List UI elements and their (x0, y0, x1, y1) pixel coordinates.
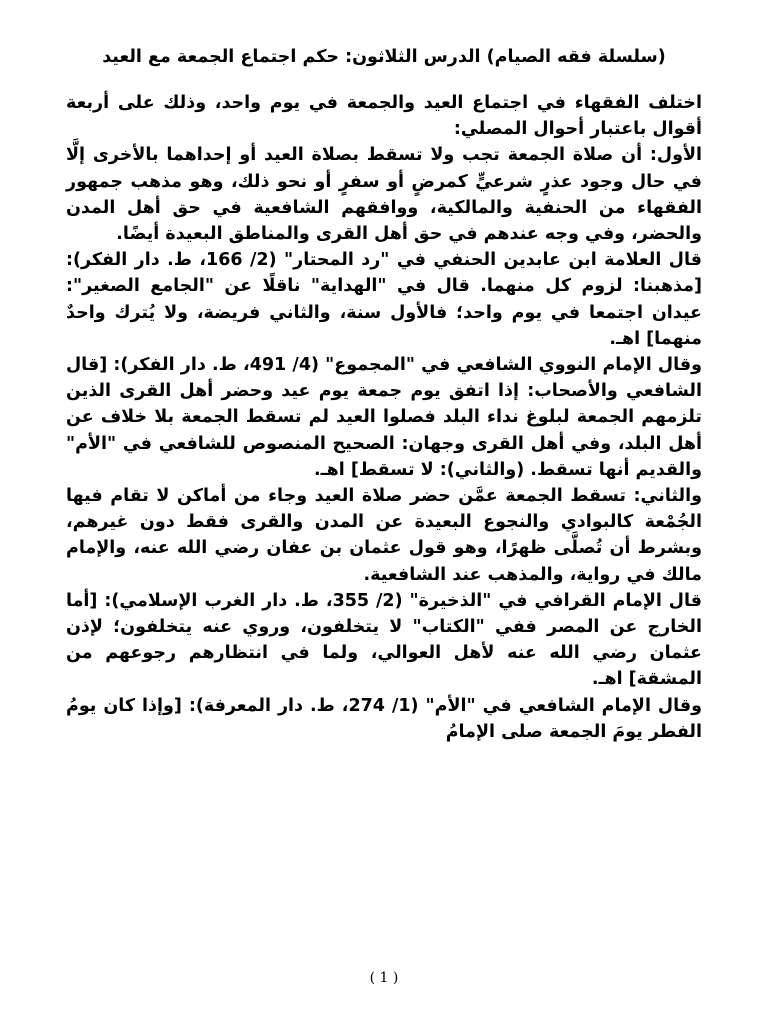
paragraph-qarafi-quote: قال الإمام القرافي في "الذخيرة" (2/ 355، ط. دار الغرب الإسلامي): [أما الخارج عن المصر ففي "الكتاب" لا يتخلفون، وروي عنه يتخلفون؛ لإذن عثمان رضي الله عنه لأهل العوالي، ولما في انتظارهم رجوعهم من المشقة] اهـ. (66, 590, 702, 690)
page-number: ( 1 ) (369, 970, 399, 986)
paragraph-ibn-abidin-quote: قال العلامة ابن عابدين الحنفي في "رد المحتار" (2/ 166، ط. دار الفكر): [مذهبنا: لزوم كل منهما. قال في "الهداية" ناقلًا عن "الجامع الصغير": عيدان اجتمعا في يوم واحد؛ فالأول سنة، والثاني فريضة، ولا يُترك واحدٌ منهما] اهـ. (66, 250, 703, 349)
paragraph-second-opinion: والثاني: تسقط الجمعة عمَّن حضر صلاة العيد وجاء من أماكن لا تقام فيها الجُمْعة كالبوادي والنجوع البعيدة عن المدن والقرى فقط دون غيرهم، وبشرط أن تُصلَّى ظهرًا، وهو قول عثمان بن عفان رضي الله عنه، والإمام مالك في رواية، والمذهب عند الشافعية. (66, 486, 702, 585)
paragraph-nawawi-quote: وقال الإمام النووي الشافعي في "المجموع" (4/ 491، ط. دار الفكر): [قال الشافعي والأصحاب: إذا اتفق يوم جمعة يوم عيد وحضر أهل القرى الذين تلزمهم الجمعة لبلوغ نداء البلد فصلوا العيد لم تسقط الجمعة بلا خلاف عن أهل البلد، وفي أهل القرى وجهان: الصحيح المنصوص للشافعي في "الأم" والقديم أنها تسقط. (والثاني): لا تسقط] اهـ. (66, 355, 703, 480)
paragraph-shafii-quote: وقال الإمام الشافعي في "الأم" (1/ 274، ط. دار المعرفة): [وإذا كان يومُ الفطر يومَ الجمعة صلى الإمامُ (66, 695, 703, 742)
paragraph-intro: اختلف الفقهاء في اجتماع العيد والجمعة في يوم واحد، وذلك على أربعة أقوال باعتبار أحوال المصلي: (66, 93, 702, 140)
paragraph-first-opinion: الأول: أن صلاة الجمعة تجب ولا تسقط بصلاة العيد أو إحداهما بالأخرى إلَّا في حال وجود عذرٍ شرعيٍّ كمرضٍ أو سفرٍ أو نحو ذلك، وهو مذهب جمهور الفقهاء من الحنفية والمالكية، ووافقهم الشافعية في حق أهل المدن والحضر، وفي وجه عندهم في حق أهل القرى والمناطق البعيدة أيضًا. (66, 145, 702, 245)
document-body (66, 90, 702, 745)
document-page (66, 44, 702, 745)
document-title: (سلسلة فقه الصيام) الدرس الثلاثون: حكم اجتماع الجمعة مع العيد (102, 47, 666, 67)
